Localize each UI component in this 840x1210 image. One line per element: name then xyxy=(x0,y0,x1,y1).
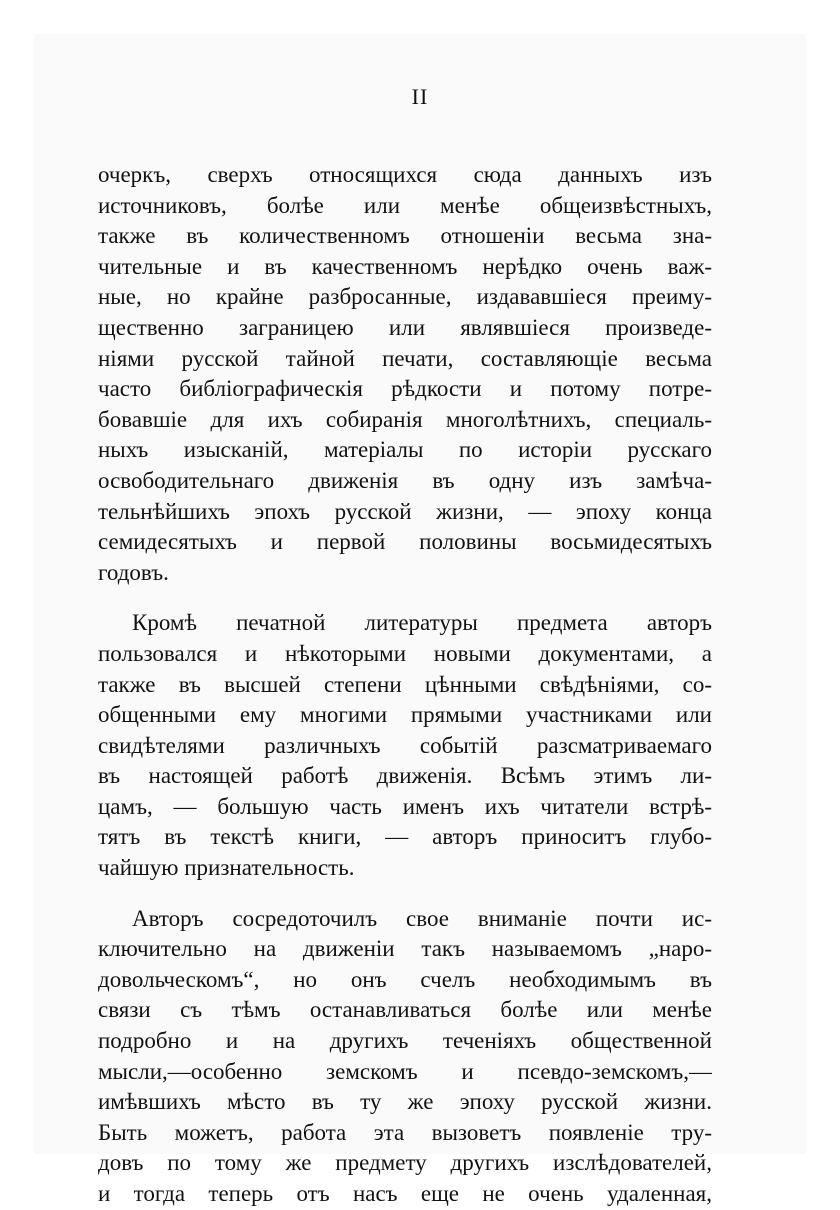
paragraph-1 xyxy=(98,160,712,588)
text-line: имѣвшихъ мѣсто въ ту же эпоху русской жизни. xyxy=(98,1089,712,1115)
text-line: мысли,—особенно земскомъ и псевдо-земскомъ,— xyxy=(98,1058,712,1084)
text-line: также въ высшей степени цѣнными свѣдѣнiями, со- xyxy=(98,671,712,697)
text-line: пользовался и нѣкоторыми новыми документами, а xyxy=(98,640,712,666)
text-line: и тогда теперь отъ насъ еще не очень удаленная, xyxy=(98,1181,712,1206)
text-line: тятъ въ текстѣ книги, — авторъ приноситъ глубо- xyxy=(98,824,712,850)
text-line: годовъ. xyxy=(98,559,169,585)
text-line: общенными ему многими прямыми участниками или xyxy=(98,702,712,728)
paragraph-2 xyxy=(98,608,712,883)
text-line: щественно заграницею или являвшiеся произведе- xyxy=(98,314,712,340)
text-line: бовавшiе для ихъ собиранiя многолѣтнихъ, специаль- xyxy=(98,406,712,432)
text-line: ключительно на движенiи такъ называемомъ „наро- xyxy=(98,936,712,962)
paragraph-3 xyxy=(98,904,712,1210)
text-line: Быть можетъ, работа эта вызоветъ появленiе тру- xyxy=(98,1119,712,1145)
text-line: довольческомъ“, но онъ счелъ необходимымъ въ xyxy=(98,966,712,992)
text-line: также въ количественномъ отношенiи весьма зна- xyxy=(98,223,712,249)
text-line: тельнѣйшихъ эпохъ русской жизни, — эпоху конца xyxy=(98,498,712,524)
text-line: въ настоящей работѣ движенiя. Всѣмъ этимъ ли- xyxy=(98,763,712,789)
text-line: чительные и въ качественномъ нерѣдко очень важ- xyxy=(98,253,712,279)
text-line: очеркъ, сверхъ относящихся сюда данныхъ изъ xyxy=(98,162,712,187)
text-line: семидесятыхъ и первой половины восьмидесятыхъ xyxy=(98,529,712,555)
body-text xyxy=(98,160,712,1210)
text-line: чайшую признательность. xyxy=(98,855,355,881)
text-line: Авторъ сосредоточилъ свое вниманiе почти ис- xyxy=(132,905,712,931)
text-line: довъ по тому же предмету другихъ изслѣдователей, xyxy=(98,1150,712,1176)
text-line: цамъ, — большую часть именъ ихъ читатели встрѣ- xyxy=(98,793,712,819)
text-line: связи съ тѣмъ останавливаться болѣе или менѣе xyxy=(98,997,712,1023)
page-number: II xyxy=(411,84,429,109)
text-line: источниковъ, болѣе или менѣе общеизвѣстныхъ, xyxy=(98,192,712,218)
text-line: ные, но крайне разбросанные, издававшiеся преиму- xyxy=(98,284,712,310)
text-line: подробно и на другихъ теченiяхъ общественной xyxy=(98,1028,712,1054)
text-line: ныхъ изысканiй, матерiалы по исторiи русскаго xyxy=(98,437,712,463)
text-line: свидѣтелями различныхъ событiй разсматриваемаго xyxy=(98,732,712,758)
text-line: освободительнаго движенiя въ одну изъ замѣча- xyxy=(98,467,712,493)
text-line: нiями русской тайной печати, составляющiе весьма xyxy=(98,345,712,371)
text-line: Кромѣ печатной литературы предмета авторъ xyxy=(132,610,712,636)
text-line: часто библiографическiя рѣдкости и потому потре- xyxy=(98,376,712,402)
